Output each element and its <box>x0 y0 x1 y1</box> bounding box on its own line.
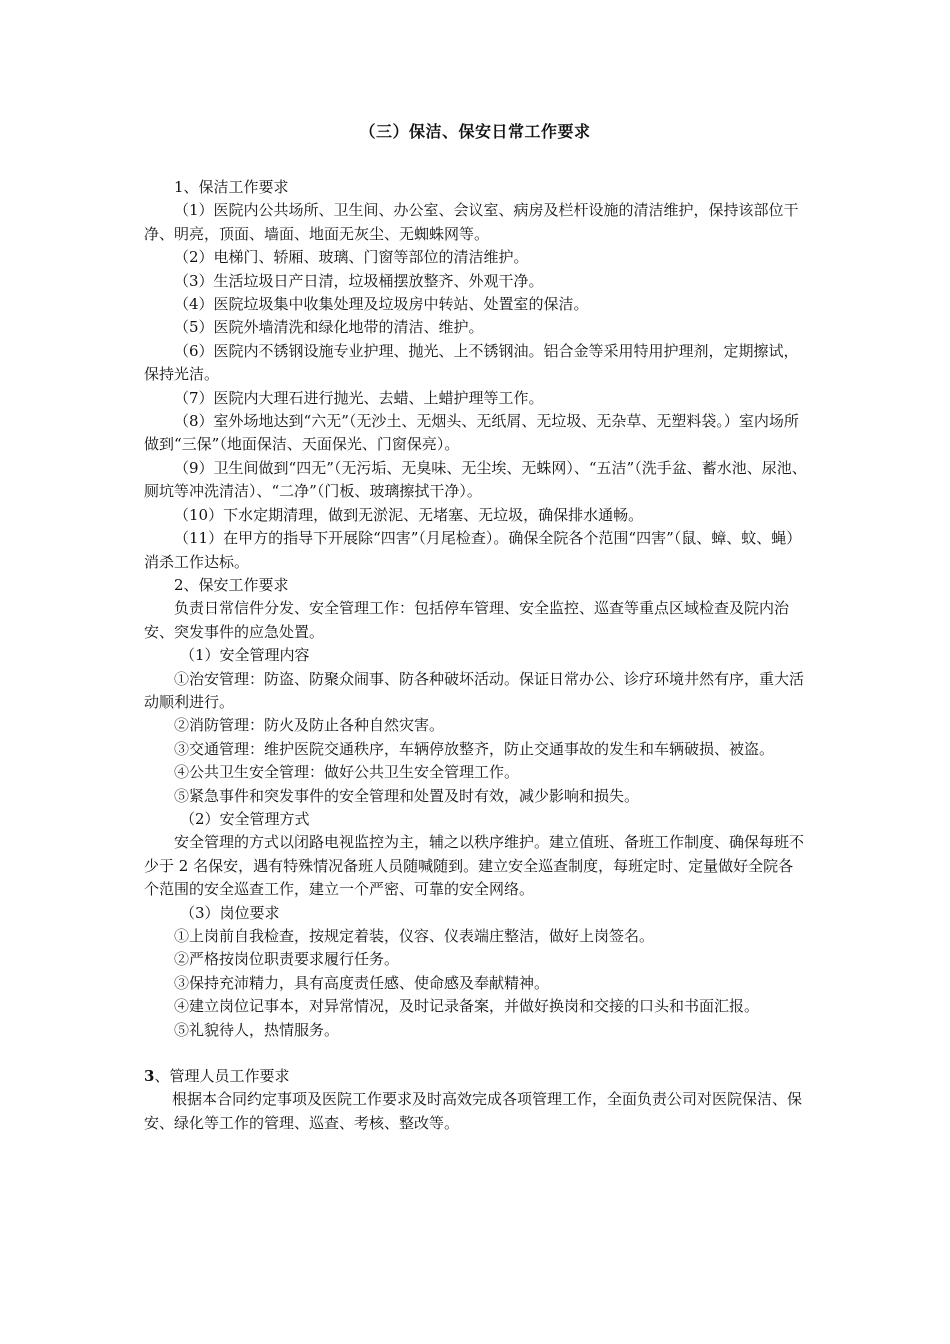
spacer <box>144 1042 808 1065</box>
page-title: （三）保洁、保安日常工作要求 <box>359 122 591 141</box>
security-content-item-3: ③交通管理：维护医院交通秩序，车辆停放整齐，防止交通事故的发生和车辆破损、被盗。 <box>174 739 775 758</box>
cleaning-item-3: （3）生活垃圾日产日清，垃圾桶摆放整齐、外观干净。 <box>174 271 544 290</box>
security-method-text: 安全管理的方式以闭路电视监控为主，辅之以秩序维护。建立值班、备班工作制度、确保每班不少于 2 名保安，遇有特殊情况备班人员随喊随到。建立安全巡查制度，每班定时、定量做好全院各个范围的安全巡查工作，建立一个严密、可靠的安全网络。 <box>144 833 805 899</box>
section-3-heading <box>144 1065 808 1088</box>
security-content-item-2: ②消防管理：防火及防止各种自然灾害。 <box>174 716 445 735</box>
cleaning-item-8: （8）室外场地达到“六无”（无沙土、无烟头、无纸屑、无垃圾、无杂草、无塑料袋。）室内场所做到“三保”（地面保洁、天面保光、门窗保亮）。 <box>144 412 799 454</box>
cleaning-item-4: （4）医院垃圾集中收集处理及垃圾房中转站、处置室的保洁。 <box>174 295 589 314</box>
security-content-item-5: ⑤紧急事件和突发事件的安全管理和处置及时有效，减少影响和损失。 <box>174 786 640 805</box>
security-content-item-1: ①治安管理：防盗、防聚众闹事、防各种破坏活动。保证日常办公、诊疗环境井然有序，重大活动顺利进行。 <box>144 669 805 711</box>
cleaning-item-6: （6）医院内不锈钢设施专业护理、抛光、上不锈钢油。铝合金等采用特用护理剂，定期擦试，保持光洁。 <box>144 341 799 384</box>
post-requirement-3: ③保持充沛精力，具有高度责任感、使命感及奉献精神。 <box>174 973 550 992</box>
security-sub3-heading: （3）岗位要求 <box>180 903 280 922</box>
section-1-heading: 1、保洁工作要求 <box>174 178 289 196</box>
cleaning-item-2: （2）电梯门、轿厢、玻璃、门窗等部位的清洁维护。 <box>174 248 529 267</box>
cleaning-item-9: （9）卫生间做到“四无”（无污垢、无臭味、无尘埃、无蛛网）、“五洁”（洗手盆、蓄水池、尿池、厕坑等冲洗清洁）、“二净”（门板、玻璃擦拭干净）。 <box>144 458 807 501</box>
post-requirement-2: ②严格按岗位职责要求履行任务。 <box>174 950 400 969</box>
post-requirement-4: ④建立岗位记事本，对异常情况，及时记录备案，并做好换岗和交接的口头和书面汇报。 <box>174 997 760 1016</box>
cleaning-item-7: （7）医院内大理石进行抛光、去蜡、上蜡护理等工作。 <box>174 388 544 407</box>
cleaning-item-10: （10）下水定期清理，做到无淤泥、无堵塞、无垃圾，确保排水通畅。 <box>174 505 644 524</box>
security-intro: 负责日常信件分发、安全管理工作：包括停车管理、安全监控、巡查等重点区域检查及院内治安、突发事件的应急处置。 <box>144 599 790 641</box>
section-3-title: 、管理人员工作要求 <box>154 1067 290 1086</box>
section-3-number: 3 <box>144 1067 155 1086</box>
cleaning-item-5: （5）医院外墙清洗和绿化地带的清洁、维护。 <box>174 318 484 337</box>
post-requirement-5: ⑤礼貌待人，热情服务。 <box>174 1020 340 1039</box>
security-content-item-4: ④公共卫生安全管理：做好公共卫生安全管理工作。 <box>174 763 520 782</box>
post-requirement-1: ①上岗前自我检查，按规定着装，仪容、仪表端庄整洁，做好上岗签名。 <box>174 927 655 945</box>
cleaning-item-1: （1）医院内公共场所、卫生间、办公室、会议室、病房及栏杆设施的清洁维护，保持该部位干净、明亮，顶面、墙面、地面无灰尘、无蜘蛛网等。 <box>144 201 799 243</box>
management-text: 根据本合同约定事项及医院工作要求及时高效完成各项管理工作，全面负责公司对医院保洁、保安、绿化等工作的管理、巡查、考核、整改等。 <box>144 1090 803 1132</box>
section-2-heading: 2、保安工作要求 <box>174 575 289 594</box>
cleaning-item-11: （11）在甲方的指导下开展除“四害”（月尾检查）。确保全院各个范围“四害”（鼠、蟑、蚊、蝇）消杀工作达标。 <box>144 529 802 571</box>
document-body <box>144 176 808 1135</box>
security-sub2-heading: （2）安全管理方式 <box>180 809 310 828</box>
security-sub1-heading: （1）安全管理内容 <box>180 646 310 665</box>
